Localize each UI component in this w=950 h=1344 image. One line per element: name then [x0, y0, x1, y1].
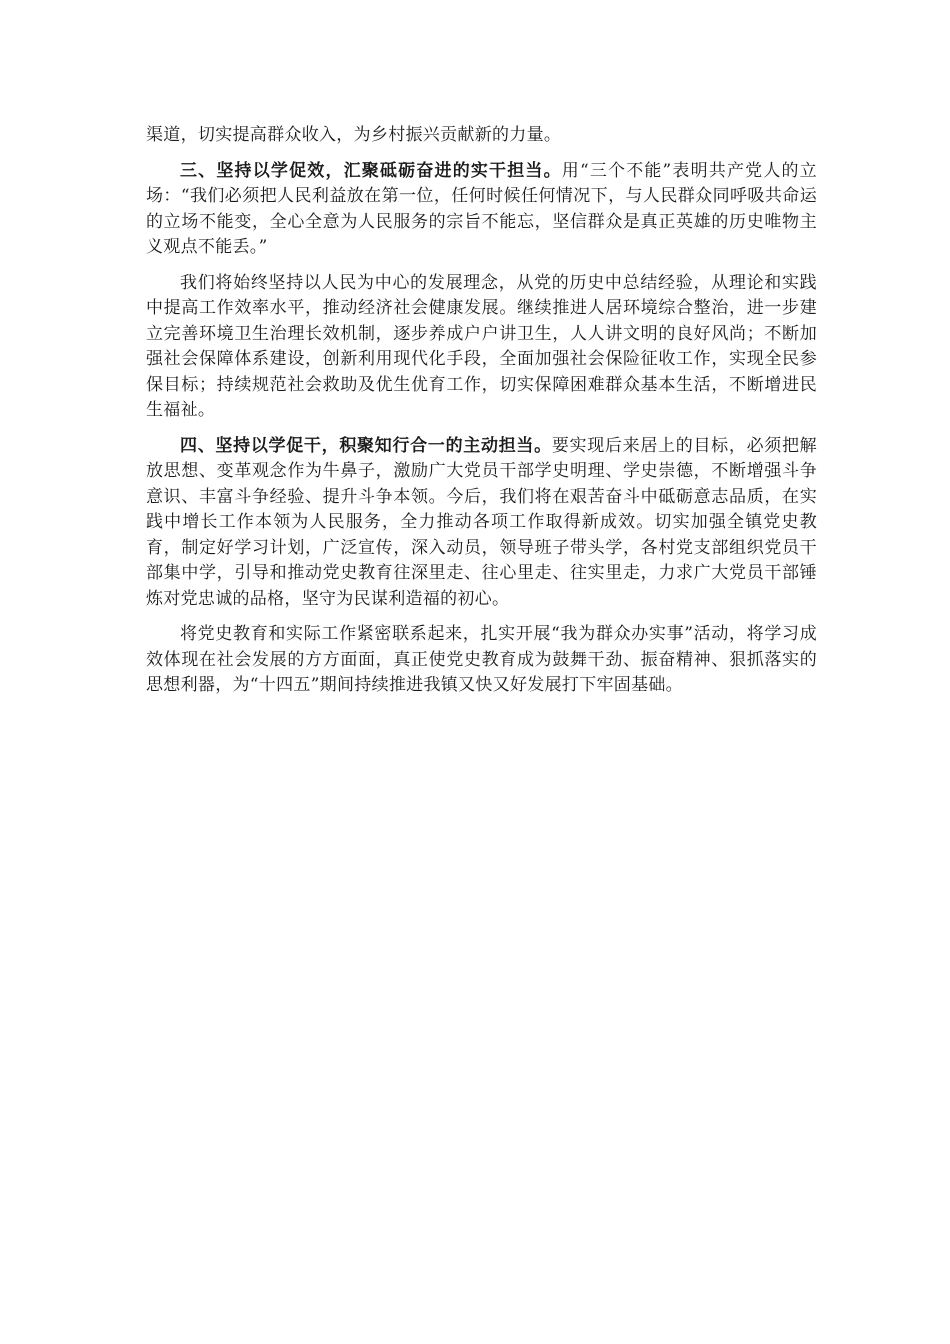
- paragraph-2: [146, 159, 817, 261]
- paragraph-1: [146, 123, 817, 149]
- paragraph-3: [146, 271, 817, 424]
- paragraph-5-body: 将党史教育和实际工作紧密联系起来，扎实开展“我为群众办实事”活动，将学习成效体现在社会发展的方方面面，真正使党史教育成为鼓舞干劲、振奋精神、狠抓落实的思想利器，为“十四五”期间持续推进我镇又快又好发展打下牢固基础。: [146, 624, 817, 695]
- paragraph-3-body: 我们将始终坚持以人民为中心的发展理念，从党的历史中总结经验，从理论和实践中提高工作效率水平，推动经济社会健康发展。继续推进人居环境综合整治，进一步建立完善环境卫生治理长效机制，逐步养成户户讲卫生，人人讲文明的良好风尚；不断加强社会保障体系建设，创新利用现代化手段，全面加强社会保险征收工作，实现全民参保目标；持续规范社会救助及优生优育工作，切实保障困难群众基本生活，不断增进民生福祉。: [146, 272, 817, 420]
- paragraph-4: [146, 434, 817, 613]
- paragraph-4-body: 要实现后来居上的目标，必须把解放思想、变革观念作为牛鼻子，激励广大党员干部学史明理、学史崇德，不断增强斗争意识、丰富斗争经验、提升斗争本领。今后，我们将在艰苦奋斗中砥砺意志品质，在实践中增长工作本领为人民服务，全力推动各项工作取得新成效。切实加强全镇党史教育，制定好学习计划，广泛宣传，深入动员，领导班子带头学，各村党支部组织党员干部集中学，引导和推动党史教育往深里走、往心里走、往实里走，力求广大党员干部锤炼对党忠诚的品格，坚守为民谋利造福的初心。: [146, 435, 817, 609]
- paragraph-2-heading: 三、坚持以学促效，汇聚砥砺奋进的实干担当。: [180, 160, 562, 181]
- document-page: [146, 123, 817, 709]
- paragraph-1-body: 渠道，切实提高群众收入，为乡村振兴贡献新的力量。: [146, 125, 562, 145]
- paragraph-4-heading: 四、坚持以学促干，积聚知行合一的主动担当。: [180, 435, 552, 456]
- paragraph-5: [146, 622, 817, 699]
- paragraph-2-body: 用“三个不能”表明共产党人的立场：“我们必须把人民利益放在第一位，任何时候任何情况下，与人民群众同呼吸共命运的立场不能变，全心全意为人民服务的宗旨不能忘，坚信群众是真正英雄的历史唯物主义观点不能丢。”: [146, 160, 817, 257]
